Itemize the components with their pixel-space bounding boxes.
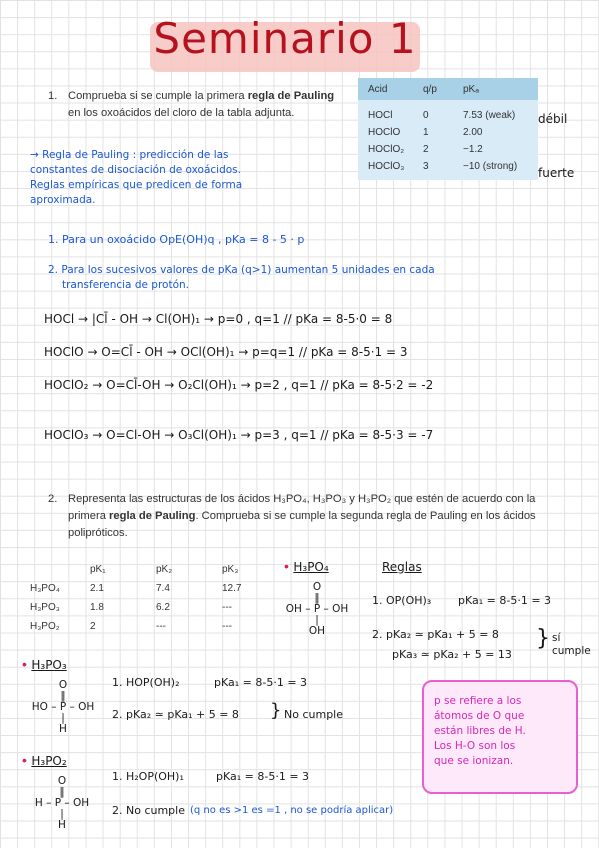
table-cell: 0 bbox=[423, 110, 429, 121]
table-cell: H₃PO₄ bbox=[30, 583, 60, 594]
h3po4-pka1: pKa₁ = 8-5·1 = 3 bbox=[458, 594, 552, 607]
h3po3-heading: • H₃PO₃ bbox=[22, 656, 67, 672]
page-title: Seminario 1 bbox=[153, 14, 417, 63]
table-cell: 7.4 bbox=[156, 583, 170, 594]
question-1-number: 1. bbox=[48, 90, 58, 102]
question-1-text: Comprueba si se cumple la primera regla de Pauling en los oxoácidos del cloro de la tabla adjunta. bbox=[68, 90, 335, 119]
equation-hoclo2: HOClO₂ → O=Cl̄-OH → O₂Cl(OH)₁ → p=2 , q=1 // pKa = 8-5·2 = -2 bbox=[44, 378, 434, 392]
h3po4-rule-1: 1. OP(OH)₃ bbox=[372, 594, 432, 607]
table-header: q/p bbox=[423, 83, 437, 95]
table-cell: HOClO₂ bbox=[368, 144, 405, 155]
h3po3-pka1: pKa₁ = 8-5·1 = 3 bbox=[214, 676, 308, 689]
h3po4-verdict: sí cumple bbox=[552, 632, 591, 657]
pauling-definition: → Regla de Pauling : predicción de las constantes de disociación de oxoácidos. Reglas empíricas que predicen de forma aproximada. bbox=[30, 149, 243, 206]
table-cell: 12.7 bbox=[222, 583, 242, 594]
h3po3-structure: O ‖ HO – P – OH | H bbox=[31, 679, 95, 735]
pink-note-text: p se refiere a los átomos de O que están libres de H. Los H-O son los que se ionizan. bbox=[434, 695, 526, 767]
table-cell: HOClO₃ bbox=[368, 161, 405, 172]
h3po2-note: (q no es >1 es =1 , no se podría aplicar) bbox=[190, 805, 394, 816]
table-header: pK₂ bbox=[156, 564, 173, 575]
equation-hoclo: HOClO → O=Cl̄ - OH → OCl(OH)₁ → p=q=1 // pKa = 8-5·1 = 3 bbox=[44, 345, 408, 359]
table-cell: 2.1 bbox=[90, 583, 104, 594]
h3po4-pka2: 2. pKa₂ ≃ pKa₁ + 5 = 8 bbox=[372, 628, 499, 641]
table-header: Acid bbox=[368, 83, 388, 95]
table-cell: H₃PO₂ bbox=[30, 621, 60, 632]
table-header: pK₁ bbox=[90, 564, 106, 575]
equation-hoclo3: HOClO₃ → O=Cl-OH → O₃Cl(OH)₁ → p=3 , q=1 // pKa = 8-5·3 = -7 bbox=[44, 428, 434, 442]
table-cell: 2 bbox=[90, 621, 96, 632]
table-cell: −1.2 bbox=[463, 144, 483, 155]
h3po2-structure: O ‖ H – P – OH | H bbox=[34, 775, 90, 831]
table-cell: --- bbox=[222, 621, 232, 632]
rule-2: 2. Para los sucesivos valores de pKa (q>1) aumentan 5 unidades en cada transferencia de protón. bbox=[48, 264, 435, 291]
table-cell: 2.00 bbox=[463, 127, 483, 138]
h3po4-structure: O ‖ OH – P – OH | OH bbox=[285, 581, 349, 637]
table-cell: 6.2 bbox=[156, 602, 170, 613]
h3po2-heading: • H₃PO₂ bbox=[22, 752, 67, 768]
weak-annotation: débil bbox=[538, 112, 568, 126]
table-cell: 1.8 bbox=[90, 602, 104, 613]
table-cell: −10 (strong) bbox=[463, 161, 518, 172]
table-cell: --- bbox=[222, 602, 232, 613]
h3po3-line-2: 2. pKa₂ ≃ pKa₁ + 5 = 8 bbox=[112, 708, 239, 721]
pk-table bbox=[30, 560, 272, 636]
table-header: pKₐ bbox=[463, 83, 479, 95]
table-cell: 7.53 (weak) bbox=[463, 110, 516, 121]
question-2-number: 2. bbox=[48, 493, 58, 505]
table-cell: HOCl bbox=[368, 110, 393, 121]
h3po3-verdict: No cumple bbox=[284, 708, 343, 721]
brace-icon: } bbox=[536, 626, 550, 651]
brace-icon: } bbox=[270, 700, 282, 721]
rule-1: 1. Para un oxoácido OpE(OH)q , pKa = 8 - 5 · p bbox=[48, 233, 305, 246]
table-header: pK₃ bbox=[222, 564, 239, 575]
h3po2-line-1: 1. H₂OP(OH)₁ bbox=[112, 770, 184, 783]
equation-hocl: HOCl → |Cl̄ - OH → Cl(OH)₁ → p=0 , q=1 // pKa = 8-5·0 = 8 bbox=[44, 312, 393, 326]
h3po3-line-1: 1. HOP(OH)₂ bbox=[112, 676, 180, 689]
table-cell: 3 bbox=[423, 161, 429, 172]
table-cell: H₃PO₃ bbox=[30, 602, 60, 613]
table-cell: 1 bbox=[423, 127, 429, 138]
table-cell: --- bbox=[156, 621, 166, 632]
reglas-heading: Reglas bbox=[382, 560, 422, 574]
table-cell: HOClO bbox=[368, 127, 401, 138]
h3po2-line-2: 2. No cumple bbox=[112, 804, 185, 817]
h3po4-pka3: pKa₃ ≃ pKa₂ + 5 = 13 bbox=[392, 648, 512, 661]
table-cell: 2 bbox=[423, 144, 429, 155]
h3po4-heading: • H₃PO₄ bbox=[284, 558, 329, 574]
strong-annotation: fuerte bbox=[538, 166, 575, 180]
h3po2-pka1: pKa₁ = 8-5·1 = 3 bbox=[216, 770, 310, 783]
question-2-text: Representa las estructuras de los ácidos H₃PO₄, H₃PO₃ y H₃PO₂ que estén de acuerdo con la primera regla de Pauling. Comprueba si se cumple la segunda regla de Pauling en los ácidos polipróticos. bbox=[68, 493, 536, 539]
acid-table bbox=[358, 78, 538, 180]
